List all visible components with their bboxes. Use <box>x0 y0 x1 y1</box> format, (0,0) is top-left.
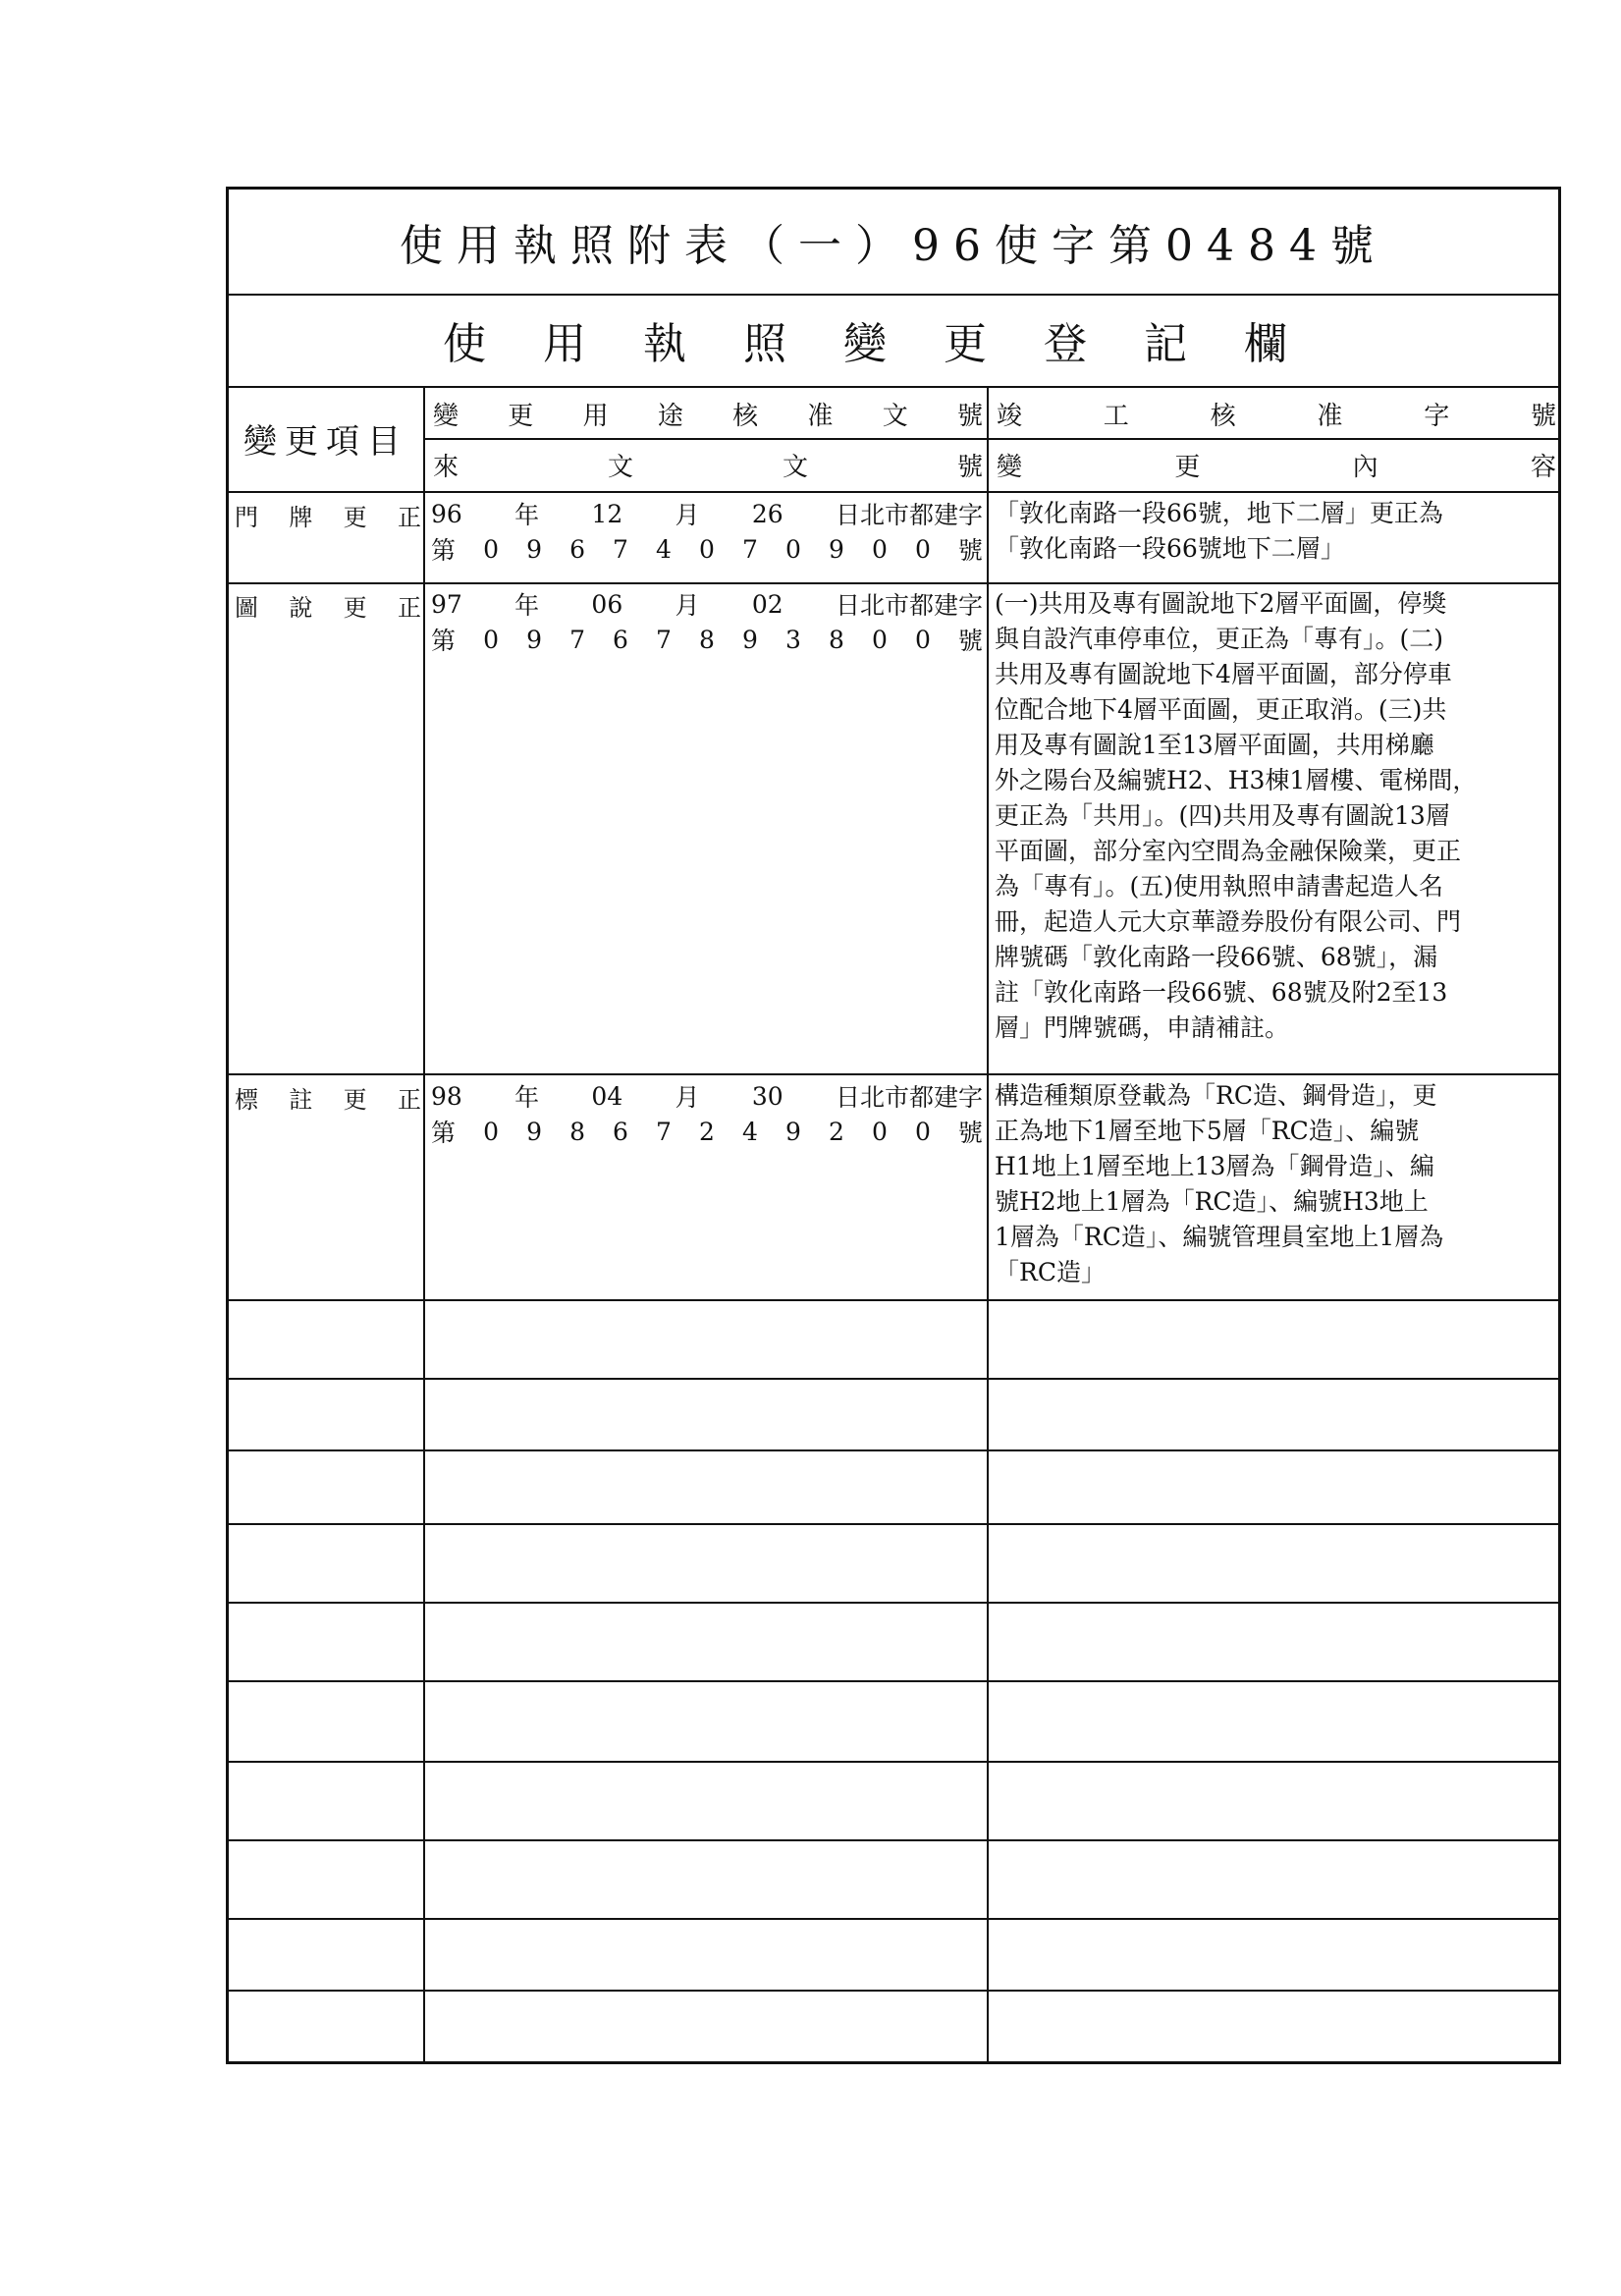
doc-digit: 9 <box>828 534 844 564</box>
doc-digit: 6 <box>613 625 628 654</box>
doc-token: 日北市都建字 <box>835 1083 983 1112</box>
header-char: 更 <box>508 401 534 431</box>
row-divider <box>229 582 1558 584</box>
doc-digit: 7 <box>613 534 628 564</box>
header-char: 工 <box>1103 401 1129 431</box>
blank-row-line <box>229 1523 1558 1525</box>
doc-digit: 0 <box>914 1117 931 1146</box>
row-item-label <box>235 1080 421 1115</box>
column-header-incoming-doc <box>433 443 983 486</box>
doc-digit: 3 <box>784 625 801 654</box>
doc-token: 06 <box>591 589 623 619</box>
header-char: 號 <box>956 401 983 431</box>
row-item-char: 註 <box>289 1086 313 1114</box>
header-char: 途 <box>657 401 683 431</box>
doc-token: 年 <box>514 591 540 620</box>
row-doc-date <box>431 496 983 531</box>
doc-token: 04 <box>591 1081 623 1111</box>
row-item-label <box>235 588 421 623</box>
row-item-label <box>235 498 421 532</box>
permit-change-form <box>226 187 1561 2064</box>
header-char: 來 <box>433 452 459 482</box>
doc-digit: 6 <box>613 1117 628 1146</box>
doc-digit: 第 <box>431 536 457 565</box>
doc-token: 日北市都建字 <box>835 591 983 620</box>
row-item-char: 說 <box>289 594 313 622</box>
doc-digit: 9 <box>526 1117 542 1146</box>
doc-token: 30 <box>751 1081 783 1111</box>
row-doc-number <box>431 531 983 567</box>
doc-digit: 9 <box>784 1117 801 1146</box>
column-header-change-content <box>997 443 1556 486</box>
row-item-char: 更 <box>343 1086 367 1114</box>
header-char: 竣 <box>997 401 1023 431</box>
doc-digit: 8 <box>828 625 844 654</box>
doc-token: 月 <box>675 1083 700 1112</box>
header-char: 准 <box>1317 401 1343 431</box>
doc-digit: 0 <box>483 534 499 564</box>
blank-row-line <box>229 1602 1558 1604</box>
doc-digit: 0 <box>871 625 888 654</box>
header-char: 內 <box>1352 452 1378 482</box>
doc-digit: 7 <box>656 625 672 654</box>
row-change-content: 「敦化南路一段66號，地下二層」更正為 「敦化南路一段66號地下二層」 <box>995 499 1443 563</box>
doc-digit: 號 <box>957 536 983 565</box>
doc-token: 年 <box>514 1083 540 1112</box>
header-bottom-line <box>229 491 1558 493</box>
row-item-char: 更 <box>343 504 367 531</box>
row-item-char: 門 <box>235 504 258 531</box>
doc-digit: 2 <box>828 1117 844 1146</box>
column-header-approval-doc <box>433 392 983 435</box>
column-header-completion-no <box>997 392 1556 435</box>
header-char: 號 <box>956 452 983 482</box>
header-char: 變 <box>433 401 459 431</box>
row-item-char: 正 <box>397 1086 421 1114</box>
doc-token: 月 <box>675 591 700 620</box>
header-char: 准 <box>807 401 834 431</box>
header-char: 文 <box>882 401 908 431</box>
row-change-content: (一)共用及專有圖說地下2層平面圖，停獎 與自設汽車停車位，更正為「專有」。(二) 共用及專有圖說地下4層平面圖，部分停車 位配合地下4層平面圖，更正取消。(三)共 用及專有圖說1至13層平面圖，共用梯廳 外之陽台及編號H2、H3棟1層樓、電梯間， 更正為「共用」。(四)共用及專有圖說13層 平面圖，部分室內空間為金融保險業，更正 為「專有」。(五)使用執照申請書起造人名 冊，起造人元大京華證券股份有限公司、門 牌號碼「敦化南路一段66號、68號」，漏 註「敦化南路一段66號、68號及附2至13 層」門牌號碼，申請補註。 <box>995 589 1478 1042</box>
row-item-char: 牌 <box>289 504 313 531</box>
doc-token: 96 <box>431 499 462 528</box>
column-separator <box>423 386 425 2061</box>
doc-digit: 8 <box>699 625 715 654</box>
doc-digit: 0 <box>784 534 801 564</box>
blank-row-line <box>229 1449 1558 1451</box>
doc-digit: 9 <box>526 534 542 564</box>
doc-digit: 4 <box>656 534 672 564</box>
header-char: 用 <box>582 401 609 431</box>
row-item-char: 標 <box>235 1086 258 1114</box>
row-doc-number <box>431 1114 983 1149</box>
header-char: 文 <box>782 452 808 482</box>
blank-row-line <box>229 1378 1558 1380</box>
header-char: 號 <box>1530 401 1556 431</box>
blank-row-line <box>229 1761 1558 1763</box>
doc-token: 12 <box>591 499 623 528</box>
header-char: 核 <box>1210 401 1236 431</box>
doc-digit: 0 <box>871 534 888 564</box>
doc-digit: 0 <box>914 625 931 654</box>
doc-digit: 4 <box>742 1117 758 1146</box>
header-char: 容 <box>1530 452 1556 482</box>
doc-digit: 號 <box>957 627 983 655</box>
doc-digit: 0 <box>483 625 499 654</box>
column-separator <box>987 386 989 2061</box>
row-doc-date <box>431 1078 983 1114</box>
row-divider <box>229 1299 1558 1301</box>
doc-digit: 0 <box>914 534 931 564</box>
header-char: 變 <box>997 452 1023 482</box>
row-item-char: 圖 <box>235 594 258 622</box>
row-doc-date <box>431 586 983 622</box>
blank-row-line <box>229 1680 1558 1682</box>
blank-row-line <box>229 1918 1558 1920</box>
row-item-char: 正 <box>397 504 421 531</box>
header-char: 更 <box>1174 452 1201 482</box>
row-doc-number <box>431 622 983 657</box>
form-subtitle: 使用執照變更登記欄 <box>229 294 1558 388</box>
doc-digit: 7 <box>569 625 585 654</box>
header-divider <box>423 438 1558 440</box>
doc-digit: 9 <box>742 625 758 654</box>
doc-digit: 7 <box>656 1117 672 1146</box>
doc-token: 97 <box>431 589 462 619</box>
doc-digit: 0 <box>871 1117 888 1146</box>
blank-row-line <box>229 1990 1558 1992</box>
column-header-item: 變更項目 <box>243 422 408 462</box>
doc-token: 98 <box>431 1081 462 1111</box>
doc-digit: 6 <box>569 534 585 564</box>
doc-digit: 第 <box>431 1119 457 1147</box>
doc-digit: 2 <box>699 1117 715 1146</box>
doc-digit: 7 <box>742 534 758 564</box>
row-item-char: 正 <box>397 594 421 622</box>
header-char: 文 <box>607 452 633 482</box>
doc-digit: 8 <box>569 1117 585 1146</box>
row-divider <box>229 1073 1558 1075</box>
doc-digit: 9 <box>526 625 542 654</box>
doc-token: 02 <box>751 589 783 619</box>
header-char: 字 <box>1424 401 1450 431</box>
header-char: 核 <box>732 401 759 431</box>
row-item-char: 更 <box>343 594 367 622</box>
row-change-content: 構造種類原登載為「RC造、鋼骨造」，更 正為地下1層至地下5層「RC造」、編號 H1地上1層至地上13層為「鋼骨造」、編 號H2地上1層為「RC造」、編號H3地上 1層為「RC造」、編號管理員室地上1層為 「RC造」 <box>995 1081 1444 1286</box>
doc-token: 年 <box>514 501 540 529</box>
doc-token: 月 <box>675 501 700 529</box>
doc-digit: 0 <box>699 534 715 564</box>
doc-token: 26 <box>751 499 783 528</box>
doc-digit: 0 <box>483 1117 499 1146</box>
doc-token: 日北市都建字 <box>835 501 983 529</box>
form-title: 使用執照附表（一）96使字第0484號 <box>229 190 1558 296</box>
blank-row-line <box>229 1839 1558 1841</box>
doc-digit: 第 <box>431 627 457 655</box>
doc-digit: 號 <box>957 1119 983 1147</box>
